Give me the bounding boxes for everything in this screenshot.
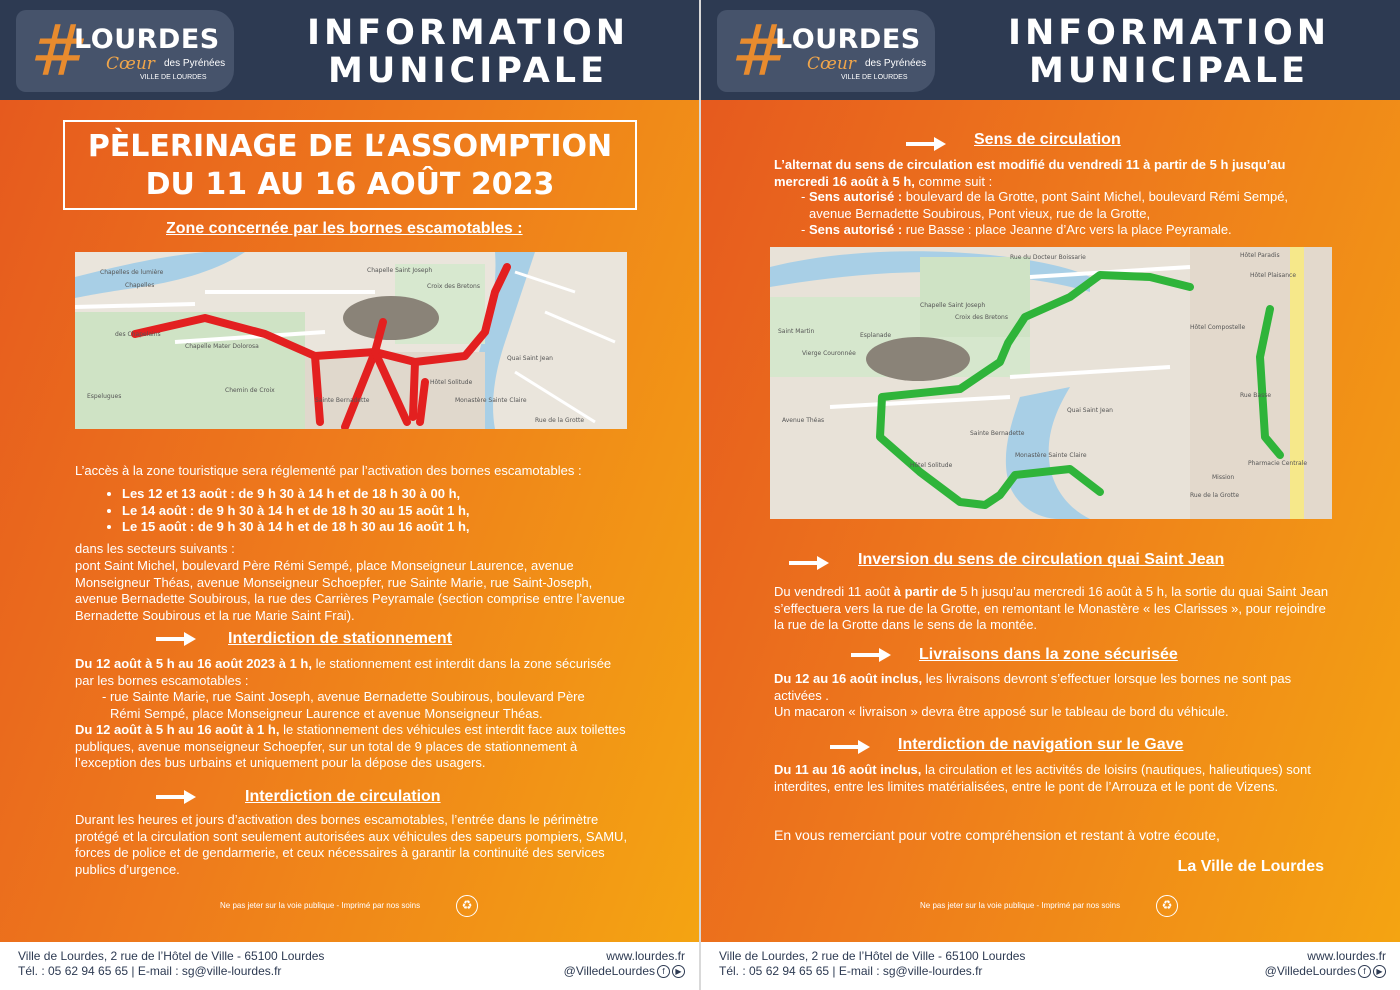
inversion-bold: à partir de	[893, 584, 957, 599]
svg-text:Quai Saint Jean: Quai Saint Jean	[507, 355, 553, 362]
svg-text:Sainte Bernadette: Sainte Bernadette	[970, 430, 1025, 437]
sens-dates: L’alternat du sens de circulation est modifié du vendredi 11 à partir de 5 h jusqu’au mercredi 16 août à 5 h,	[774, 157, 1286, 189]
svg-text:Hôtel Paradis: Hôtel Paradis	[1240, 252, 1280, 259]
svg-text:Chemin de Croix: Chemin de Croix	[225, 387, 275, 394]
circulation-map	[770, 247, 1332, 519]
hash-logo-icon: #	[731, 10, 790, 92]
svg-text:Pharmacie Centrale: Pharmacie Centrale	[1248, 460, 1308, 467]
sens-item-text: rue Basse : place Jeanne d’Arc vers la place Peyramale.	[902, 222, 1232, 237]
content-body	[701, 100, 1400, 942]
lourdes-logo	[717, 10, 935, 92]
svg-text:Hôtel Solitude: Hôtel Solitude	[910, 462, 953, 469]
facebook-icon[interactable]: f	[1358, 965, 1371, 978]
schedule-list	[104, 486, 624, 536]
website-link[interactable]: www.lourdes.fr	[1307, 949, 1386, 963]
svg-text:Hôtel Plaisance: Hôtel Plaisance	[1250, 272, 1297, 279]
svg-text:Chapelles: Chapelles	[125, 282, 155, 289]
svg-text:Croix des Bretons: Croix des Bretons	[955, 314, 1008, 321]
svg-text:Chapelles de lumière: Chapelles de lumière	[100, 269, 164, 276]
green-area	[920, 257, 1030, 337]
thanks-text: En vous remerciant pour votre compréhension et restant à votre écoute,	[774, 827, 1220, 843]
content-body	[0, 100, 699, 942]
parking-streets: - rue Sainte Marie, rue Saint Joseph, avenue Bernadette Soubirous, boulevard Père Rémi Sempé, place Monseigneur Laurence et avenue Monseigneur Théas.	[102, 689, 585, 721]
recycle-icon: ♻	[456, 895, 478, 917]
logo-ville: VILLE DE LOURDES	[841, 74, 908, 81]
parking-heading: Interdiction de stationnement	[228, 630, 453, 647]
sens-item-label: Sens autorisé :	[808, 189, 903, 204]
footer	[701, 942, 1400, 990]
logo-title: LOURDES	[775, 24, 921, 55]
arrow-icon	[830, 740, 870, 754]
sens-item-label: Sens autorisé :	[808, 222, 903, 237]
address-line: Ville de Lourdes, 2 rue de l’Hôtel de Ville - 65100 Lourdes	[18, 949, 325, 963]
logo-coeur: Cœur	[807, 54, 856, 74]
svg-text:Hôtel Compostelle: Hôtel Compostelle	[1190, 324, 1246, 331]
inversion-start: Du vendredi 11 août	[774, 584, 894, 599]
website-link[interactable]: www.lourdes.fr	[606, 949, 685, 963]
arrow-icon	[156, 632, 196, 646]
parking-text	[75, 656, 630, 689]
sens-item-text: boulevard de la Grotte, pont Saint Michel, boulevard Rémi Sempé, avenue Bernadette Soubirous, Pont vieux, rue de la Grotte,	[809, 189, 1289, 221]
footer-web	[1265, 949, 1386, 979]
svg-text:Chapelle Mater Dolorosa: Chapelle Mater Dolorosa	[185, 343, 259, 350]
arrow-icon	[906, 137, 946, 151]
parking-dates-2: Du 12 août à 5 h au 16 août à 1 h,	[75, 722, 280, 737]
print-note: Ne pas jeter sur la voie publique - Imprimé par nos soins	[920, 901, 1121, 910]
svg-text:Rue du Docteur Boissarie: Rue du Docteur Boissarie	[1010, 254, 1086, 261]
arrow-icon	[789, 556, 829, 570]
address-line: Ville de Lourdes, 2 rue de l’Hôtel de Ville - 65100 Lourdes	[719, 949, 1026, 963]
contact-line: Tél. : 05 62 94 65 65 | E-mail : sg@ville-lourdes.fr	[719, 964, 983, 978]
svg-text:Croix des Bretons: Croix des Bretons	[427, 283, 480, 290]
header-title	[248, 14, 688, 90]
inversion-heading: Inversion du sens de circulation quai Saint Jean	[858, 551, 1225, 568]
pilgrimage-title: PÈLERINAGE DE L’ASSOMPTION	[87, 129, 613, 164]
zone-heading: Zone concernée par les bornes escamotables :	[166, 220, 523, 237]
youtube-icon[interactable]: ▶	[672, 965, 685, 978]
svg-text:Esplanade: Esplanade	[860, 332, 892, 339]
youtube-icon[interactable]: ▶	[1373, 965, 1386, 978]
svg-text:Mission: Mission	[1212, 474, 1235, 481]
logo-pyrenees: des Pyrénées	[865, 58, 927, 69]
social-handle[interactable]: @VilledeLourdes	[1264, 964, 1356, 978]
svg-text:Avenue Théas: Avenue Théas	[782, 417, 825, 424]
livraisons-heading: Livraisons dans la zone sécurisée	[919, 646, 1178, 663]
traffic-heading: Interdiction de circulation	[245, 788, 441, 805]
svg-text:Monastère Sainte Claire: Monastère Sainte Claire	[1015, 452, 1087, 459]
livraisons-text	[774, 671, 1329, 704]
parking-desc: le stationnement est interdit dans la zone sécurisée par les bornes escamotables :	[75, 656, 612, 688]
header-title-line1: INFORMATION	[1007, 13, 1331, 53]
footer-web	[564, 949, 685, 979]
basilica-esplanade	[866, 337, 970, 381]
svg-text:Quai Saint Jean: Quai Saint Jean	[1067, 407, 1113, 414]
sens-text	[774, 157, 1319, 190]
svg-text:des Chapelains: des Chapelains	[115, 331, 161, 338]
sectors-intro: dans les secteurs suivants :	[75, 541, 235, 556]
schedule-item: • Le 15 août : de 9 h 30 à 14 h et de 18 h 30 au 16 août 1 h,	[122, 519, 624, 536]
traffic-text: Durant les heures et jours d’activation des bornes escamotables, l’entrée dans le périmètre protégé et la circulation sont seulement autorisées aux véhicules des sapeurs pompiers, SAMU, forces de police et de gendarmerie, et ceux nécessaires à garantir la continuité des services publics d’urgence.	[75, 812, 628, 877]
footer-address	[719, 949, 1025, 979]
signature: La Ville de Lourdes	[1177, 858, 1324, 875]
footer-address	[18, 949, 324, 979]
logo-coeur: Cœur	[106, 54, 155, 74]
page-left	[0, 0, 699, 990]
sectors-list: pont Saint Michel, boulevard Père Rémi Sempé, place Monseigneur Laurence, avenue Monseigneur Théas, avenue Monseigneur Schoepfer, rue Sainte Marie, rue Saint-Joseph, avenue Bernadette Soubirous, la rue des Carrières Peyramale (section comprise entre l’avenue Bernadette Soubirous et la rue Marie Saint Frai).	[75, 558, 625, 623]
contact-line: Tél. : 05 62 94 65 65 | E-mail : sg@ville-lourdes.fr	[18, 964, 282, 978]
hash-logo-icon: #	[30, 10, 89, 92]
parking-desc-2: le stationnement des véhicules est interdit face aux toilettes publiques, avenue monseigneur Schoepfer, sur un total de 9 places de stationnement à l’exception des bus urbains et uniquement pour la dépose des usagers.	[75, 722, 626, 770]
social-row	[564, 964, 685, 979]
header-title	[949, 14, 1389, 90]
social-row	[1265, 964, 1386, 979]
svg-text:Sainte Bernadette: Sainte Bernadette	[315, 397, 370, 404]
header-title-line2: MUNICIPALE	[327, 51, 608, 91]
lourdes-logo	[16, 10, 234, 92]
svg-text:Rue de la Grotte: Rue de la Grotte	[1190, 492, 1240, 499]
logo-pyrenees: des Pyrénées	[164, 58, 226, 69]
parking-text-2	[75, 722, 630, 772]
schedule-item: • Le 14 août : de 9 h 30 à 14 h et de 18 h 30 au 15 août 1 h,	[122, 503, 624, 520]
sens-heading: Sens de circulation	[974, 131, 1121, 148]
svg-text:Saint Martin: Saint Martin	[778, 328, 815, 335]
zone-map	[75, 252, 627, 429]
gave-heading: Interdiction de navigation sur le Gave	[898, 736, 1184, 753]
yellow-road	[1290, 247, 1304, 519]
recycle-icon: ♻	[1156, 895, 1178, 917]
svg-text:Monastère Sainte Claire: Monastère Sainte Claire	[455, 397, 527, 404]
parking-dates: Du 12 août à 5 h au 16 août 2023 à 1 h,	[75, 656, 312, 671]
arrow-icon	[851, 648, 891, 662]
park-area	[75, 312, 305, 429]
inversion-desc: 5 h jusqu’au mercredi 16 août à 5 h, la sortie du quai Saint Jean s’effectuera vers la rue de la Grotte, en remontant le Monastère « les Clarisses », pour rejoindre la rue de la Grotte dans le sens de la montée.	[774, 584, 1329, 632]
header-title-line1: INFORMATION	[306, 13, 630, 53]
livraisons-dates: Du 12 au 16 août inclus,	[774, 671, 923, 686]
sens-item-1: - Sens autorisé : boulevard de la Grotte, pont Saint Michel, boulevard Rémi Sempé, avenue Bernadette Soubirous, Pont vieux, rue de la Grotte,	[801, 189, 1289, 221]
access-intro: L’accès à la zone touristique sera réglementé par l’activation des bornes escamotables :	[75, 463, 582, 478]
gave-text	[774, 762, 1319, 795]
logo-title: LOURDES	[74, 24, 220, 55]
gave-dates: Du 11 au 16 août inclus,	[774, 762, 922, 777]
facebook-icon[interactable]: f	[657, 965, 670, 978]
schedule-item: • Les 12 et 13 août : de 9 h 30 à 14 h et de 18 h 30 à 00 h,	[122, 486, 624, 503]
svg-text:Chapelle Saint Joseph: Chapelle Saint Joseph	[920, 302, 986, 309]
svg-text:Vierge Couronnée: Vierge Couronnée	[802, 350, 856, 357]
print-note: Ne pas jeter sur la voie publique - Imprimé par nos soins	[220, 901, 421, 910]
logo-ville: VILLE DE LOURDES	[140, 74, 207, 81]
footer	[0, 942, 699, 990]
svg-text:Espelugues: Espelugues	[87, 393, 122, 400]
sens-item-2: - Sens autorisé : rue Basse : place Jeanne d’Arc vers la place Peyramale.	[801, 222, 1232, 237]
svg-text:Rue de la Grotte: Rue de la Grotte	[535, 417, 585, 424]
header	[701, 0, 1400, 100]
inversion-text	[774, 584, 1329, 634]
social-handle[interactable]: @VilledeLourdes	[563, 964, 655, 978]
gave-desc: la circulation et les activités de loisirs (nautiques, halieutiques) sont interdites, entre les limites matérialisées, entre le pont de l’Arrouza et le pont de Vizens.	[774, 762, 1311, 794]
livraisons-desc: les livraisons devront s’effectuer lorsque les bornes ne sont pas activées .	[774, 671, 1292, 703]
svg-text:Chapelle Saint Joseph: Chapelle Saint Joseph	[367, 267, 433, 274]
pilgrimage-title-box	[63, 120, 637, 210]
sens-desc: comme suit :	[914, 173, 993, 189]
livraisons-text-2: Un macaron « livraison » devra être apposé sur le tableau de bord du véhicule.	[774, 704, 1229, 719]
svg-text:Rue Basse: Rue Basse	[1240, 392, 1272, 399]
header-title-line2: MUNICIPALE	[1028, 51, 1309, 91]
arrow-icon	[156, 790, 196, 804]
header	[0, 0, 699, 100]
page-right	[701, 0, 1400, 990]
pilgrimage-dates: DU 11 AU 16 AOÛT 2023	[145, 167, 555, 202]
svg-text:Hôtel Solitude: Hôtel Solitude	[430, 379, 473, 386]
basilica-esplanade	[343, 296, 439, 340]
